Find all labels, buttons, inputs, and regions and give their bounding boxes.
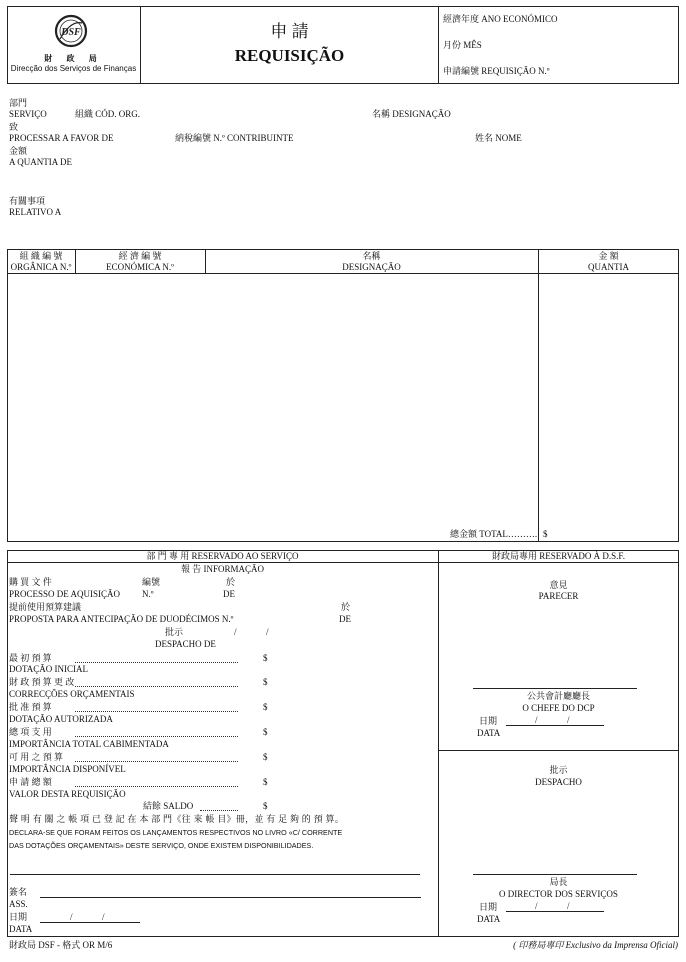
chief-data-pt: DATA [477, 728, 501, 738]
service-section-header: 部 門 專 用 RESERVADO AO SERVIÇO [146, 551, 299, 561]
director-date-slash-1: / [535, 901, 538, 911]
despacho-slash-2: / [266, 627, 269, 637]
row-correccoes-currency: $ [263, 677, 268, 687]
col-designacao-zh: 名稱 [362, 251, 381, 261]
service-date-slash-1: / [70, 912, 73, 922]
amount-label-zh: 金額 [9, 146, 28, 156]
row-autorizada-input[interactable] [273, 701, 423, 713]
requisition-number-input[interactable] [572, 65, 675, 77]
footer-form-code: 財政局 DSF - 格式 OR M/6 [9, 940, 113, 950]
service-date-line [40, 922, 140, 923]
row-inicial-dots [75, 662, 238, 663]
row-autorizada-pt: DOTAÇÃO AUTORIZADA [9, 714, 113, 724]
declaration-pt-2: DAS DOTAÇÕES ORÇAMENTAIS» DESTE SERVIÇO, ONDE EXISTEM DISPONIBILIDADES. [9, 841, 314, 850]
relative-label-zh: 有關事項 [9, 196, 46, 206]
month-label: 月份 MÊS [443, 40, 482, 50]
proposal-date-input[interactable] [356, 613, 434, 625]
director-data-zh: 日期 [479, 902, 498, 912]
chief-data-zh: 日期 [479, 716, 498, 726]
row-requisicao-currency: $ [263, 777, 268, 787]
row-cabimentada-currency: $ [263, 727, 268, 737]
relative-input[interactable] [70, 206, 675, 218]
row-disponivel-dots [75, 761, 238, 762]
row-requisicao-dots [75, 786, 238, 787]
dsf-logo [54, 14, 88, 48]
dept-name-zh: 財 政 局 [44, 54, 103, 63]
saldo-input[interactable] [273, 800, 423, 812]
col-economica-pt: ECONÓMICA N.º [106, 262, 174, 272]
items-body-input[interactable] [10, 277, 534, 521]
proposal-label-pt: PROPOSTA PARA ANTECIPAÇÃO DE DUODÉCIMOS N.º [9, 614, 234, 624]
chief-label-zh: 公共會計廳廳長 [526, 691, 590, 701]
row-correccoes-input[interactable] [273, 676, 423, 688]
favor-label-pt: PROCESSAR A FAVOR DE [9, 133, 114, 143]
proc-label-pt: PROCESSO DE AQUISIÇÃO [9, 589, 121, 599]
row-cabimentada-dots [75, 736, 238, 737]
economic-year-input[interactable] [580, 13, 675, 25]
dept-name-pt: Direcção dos Serviços de Finanças [10, 64, 137, 73]
col-quantia-pt: QUANTIA [588, 262, 629, 272]
despacho-label-zh: 批示 [165, 627, 184, 637]
ass-label-zh: 簽名 [9, 887, 28, 897]
row-inicial-currency: $ [263, 653, 268, 663]
director-data-pt: DATA [477, 914, 501, 924]
parecer-zh: 意見 [549, 580, 568, 590]
total-currency: $ [543, 529, 548, 539]
row-autorizada-dots [75, 711, 238, 712]
despacho-label-pt: DESPACHO DE [155, 639, 216, 649]
saldo-label: 結餘 SALDO [143, 801, 194, 811]
chief-date-slash-2: / [567, 715, 570, 725]
row-cabimentada-input[interactable] [273, 726, 423, 738]
row-correccoes-dots [75, 686, 238, 687]
row-requisicao-pt: VALOR DESTA REQUISIÇÃO [9, 789, 126, 799]
row-cabimentada-zh: 總 項 支 用 [9, 727, 52, 737]
org-code-label: 組織 CÓD. ORG. [75, 109, 141, 119]
proposal-de-pt: DE [339, 614, 351, 624]
row-requisicao-input[interactable] [273, 776, 423, 788]
relative-label-pt: RELATIVO A [9, 207, 62, 217]
items-header-bottom [7, 273, 679, 274]
dsf-mid-separator [438, 750, 679, 751]
service-label-zh: 部門 [9, 98, 28, 108]
total-dots: ………. [507, 529, 538, 539]
title-pt: REQUISIÇÃO [234, 46, 345, 65]
proposal-label-zh: 提前使用預算建議 [9, 602, 82, 612]
row-correccoes-pt: CORRECÇÕES ORÇAMENTAIS [9, 689, 135, 699]
director-label-pt: O DIRECTOR DOS SERVIÇOS [499, 889, 618, 899]
taxpayer-label: 納稅編號 N.º CONTRIBUINTE [175, 133, 294, 143]
parecer-input[interactable] [444, 606, 674, 684]
designation-label: 名稱 DESIGNAÇÃO [372, 109, 451, 119]
col-designacao-pt: DESIGNAÇÃO [342, 262, 401, 272]
name-input[interactable] [525, 132, 675, 144]
row-autorizada-currency: $ [263, 702, 268, 712]
despacho-slash-1: / [234, 627, 237, 637]
row-disponivel-currency: $ [263, 752, 268, 762]
requisition-number-label: 申請編號 REQUISIÇÃO N.º [443, 66, 550, 76]
service-data-pt: DATA [9, 924, 33, 934]
chief-date-line [506, 725, 604, 726]
items-amounts-input[interactable] [542, 277, 675, 521]
col-organica-zh: 組 織 編 號 [19, 251, 63, 261]
proposal-de-zh: 於 [341, 602, 351, 612]
service-signature-separator [10, 874, 420, 875]
ass-label-pt: ASS. [9, 899, 28, 909]
director-label-zh: 局長 [549, 877, 568, 887]
director-signature-line [473, 874, 637, 875]
col-economica-zh: 經 濟 編 號 [118, 251, 162, 261]
saldo-dots [200, 810, 238, 811]
proposal-number-input[interactable] [220, 613, 330, 625]
row-inicial-pt: DOTAÇÃO INICIAL [9, 664, 89, 674]
favor-label-zh: 致 [9, 122, 19, 132]
proc-label-zh: 購 買 文 件 [9, 577, 52, 587]
row-cabimentada-pt: IMPORTÂNCIA TOTAL CABIMENTADA [9, 739, 169, 749]
dsf-despacho-zh: 批示 [549, 765, 568, 775]
amount-input[interactable] [80, 156, 675, 168]
service-date-slash-2: / [102, 912, 105, 922]
signature-input[interactable] [42, 884, 420, 896]
dsf-despacho-input[interactable] [444, 792, 674, 870]
footer-printer: ( 印務局專印 Exclusivo da Imprensa Oficial) [513, 940, 678, 950]
col-organica-pt: ORGÂNICA N.º [10, 262, 72, 272]
name-label: 姓名 NOME [475, 133, 522, 143]
org-code-input[interactable] [145, 108, 365, 120]
chief-label-pt: O CHEFE DO DCP [522, 703, 595, 713]
dsf-section-header: 財政局專用 RESERVADO À D.S.F. [492, 551, 625, 561]
info-title: 報 告 INFORMAÇÃO [180, 564, 264, 574]
dsf-despacho-pt: DESPACHO [535, 777, 582, 787]
header-divider-2 [438, 6, 439, 84]
proc-de-pt: DE [223, 589, 235, 599]
economic-year-label: 經濟年度 ANO ECONÓMICO [443, 14, 558, 24]
declaration-pt-1: DECLARA-SE QUE FORAM FEITOS OS LANÇAMENTOS RESPECTIVOS NO LIVRO «C/ CORRENTE [9, 828, 343, 837]
row-inicial-input[interactable] [273, 652, 423, 664]
saldo-currency: $ [263, 801, 268, 811]
service-data-zh: 日期 [9, 912, 28, 922]
proc-date-input[interactable] [240, 588, 340, 600]
row-autorizada-zh: 批 准 預 算 [9, 702, 52, 712]
service-label-pt: SERVIÇO [9, 109, 47, 119]
row-correccoes-zh: 財 政 預 算 更 改 [9, 677, 75, 687]
parecer-pt: PARECER [538, 591, 579, 601]
col-quantia-zh: 金 額 [598, 251, 619, 261]
items-total-divider [538, 273, 539, 542]
row-disponivel-pt: IMPORTÂNCIA DISPONÍVEL [9, 764, 126, 774]
chief-signature-line [473, 688, 637, 689]
proc-number-input[interactable] [160, 588, 220, 600]
row-inicial-zh: 最 初 預 算 [9, 653, 52, 663]
title-zh: 申 請 [270, 22, 309, 41]
header-divider-1 [140, 6, 141, 84]
proc-de-zh: 於 [226, 577, 236, 587]
director-date-slash-2: / [567, 901, 570, 911]
director-date-line [506, 911, 604, 912]
designation-input[interactable] [456, 108, 676, 120]
amount-label-pt: A QUANTIA DE [9, 157, 72, 167]
taxpayer-input[interactable] [300, 132, 470, 144]
row-disponivel-zh: 可 用 之 預 算 [9, 752, 64, 762]
proc-no-pt: N.º [142, 589, 154, 599]
proc-no-zh: 編號 [142, 577, 161, 587]
row-requisicao-zh: 申 請 總 額 [9, 777, 52, 787]
svg-text:DSF: DSF [61, 27, 81, 38]
total-label-text: 總金額 TOTAL [450, 529, 508, 539]
total-label [450, 529, 537, 540]
declaration-zh: 聲 明 有 關 之 帳 項 已 登 記 在 本 部 門《往 來 帳 目》冊，並 有 足 夠 的 預 算。 [9, 814, 345, 824]
row-disponivel-input[interactable] [273, 751, 423, 763]
month-input[interactable] [500, 39, 675, 51]
chief-date-slash-1: / [535, 715, 538, 725]
reserved-header-bottom [7, 562, 679, 563]
ass-line [40, 897, 421, 898]
